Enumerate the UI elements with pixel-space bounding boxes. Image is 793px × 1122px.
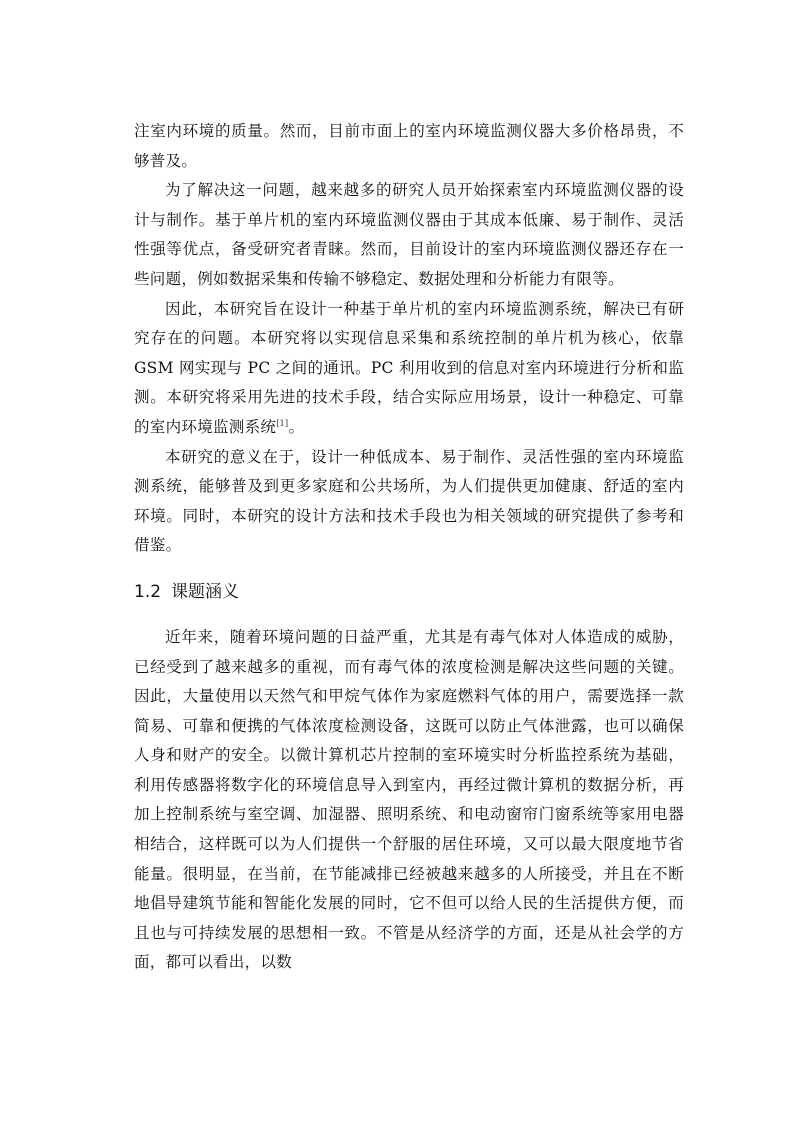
paragraph-research-significance: 本研究的意义在于，设计一种低成本、易于制作、灵活性强的室内环境监测系统，能够普及到更多家庭和公共场所，为人们提供更加健康、舒适的室内环境。同时，本研究的设计方法和技术手段也为相关领域的研究提供了参考和借鉴。 (134, 447, 684, 555)
paragraph-research-background: 为了解决这一问题，越来越多的研究人员开始探索室内环境监测仪器的设计与制作。基于单片机的室内环境监测仪器由于其成本低廉、易于制作、灵活性强等优点，备受研究者青睐。然而，目前设计的室内环境监测仪器还存在一些问题，例如数据采集和传输不够稳定、数据处理和分析能力有限等。 (134, 181, 684, 288)
section-title: 课题涵义 (171, 581, 240, 602)
section-number: 1.2 (134, 581, 162, 602)
paragraph-research-aim (134, 295, 684, 443)
document-body (134, 117, 684, 978)
citation-reference[interactable]: [1] (276, 418, 289, 428)
paragraph-continuation: 注室内环境的质量。然而，目前市面上的室内环境监测仪器大多价格昂贵，不够普及。 (134, 122, 684, 170)
section-heading (134, 577, 684, 607)
paragraph-research-aim-text: 因此，本研究旨在设计一种基于单片机的室内环境监测系统，解决已有研究存在的问题。本研究将以实现信息采集和系统控制的单片机为核心，依靠 GSM 网实现与 PC 之间的通讯。PC 利用收到的信息对室内环境进行分析和监测。本研究将采用先进的技术手段，结合实际应用场景，设计一种稳定、可靠的室内环境监测系统 (134, 299, 684, 436)
paragraph-topic-meaning: 近年来，随着环境问题的日益严重，尤其是有毒气体对人体造成的威胁，已经受到了越来越多的重视，而有毒气体的浓度检测是解决这些问题的关键。因此，大量使用以天然气和甲烷气体作为家庭燃料气体的用户，需要选择一款简易、可靠和便携的气体浓度检测设备，这既可以防止气体泄露，也可以确保人身和财产的安全。以微计算机芯片控制的室环境实时分析监控系统为基础，利用传感器将数字化的环境信息导入到室内，再经过微计算机的数据分析，再加上控制系统与室空调、加湿器、照明系统、和电动窗帘门窗系统等家用电器相结合，这样既可以为人们提供一个舒服的居住环境，又可以最大限度地节省能量。很明显，在当前，在节能减排已经被越来越多的人所接受，并且在不断地倡导建筑节能和智能化发展的同时，它不但可以给人民的生活提供方便，而且也与可持续发展的思想相一致。不管是从经济学的方面，还是从社会学的方面，都可以看出，以数 (134, 627, 684, 972)
paragraph-research-aim-tail: 。 (288, 417, 305, 436)
